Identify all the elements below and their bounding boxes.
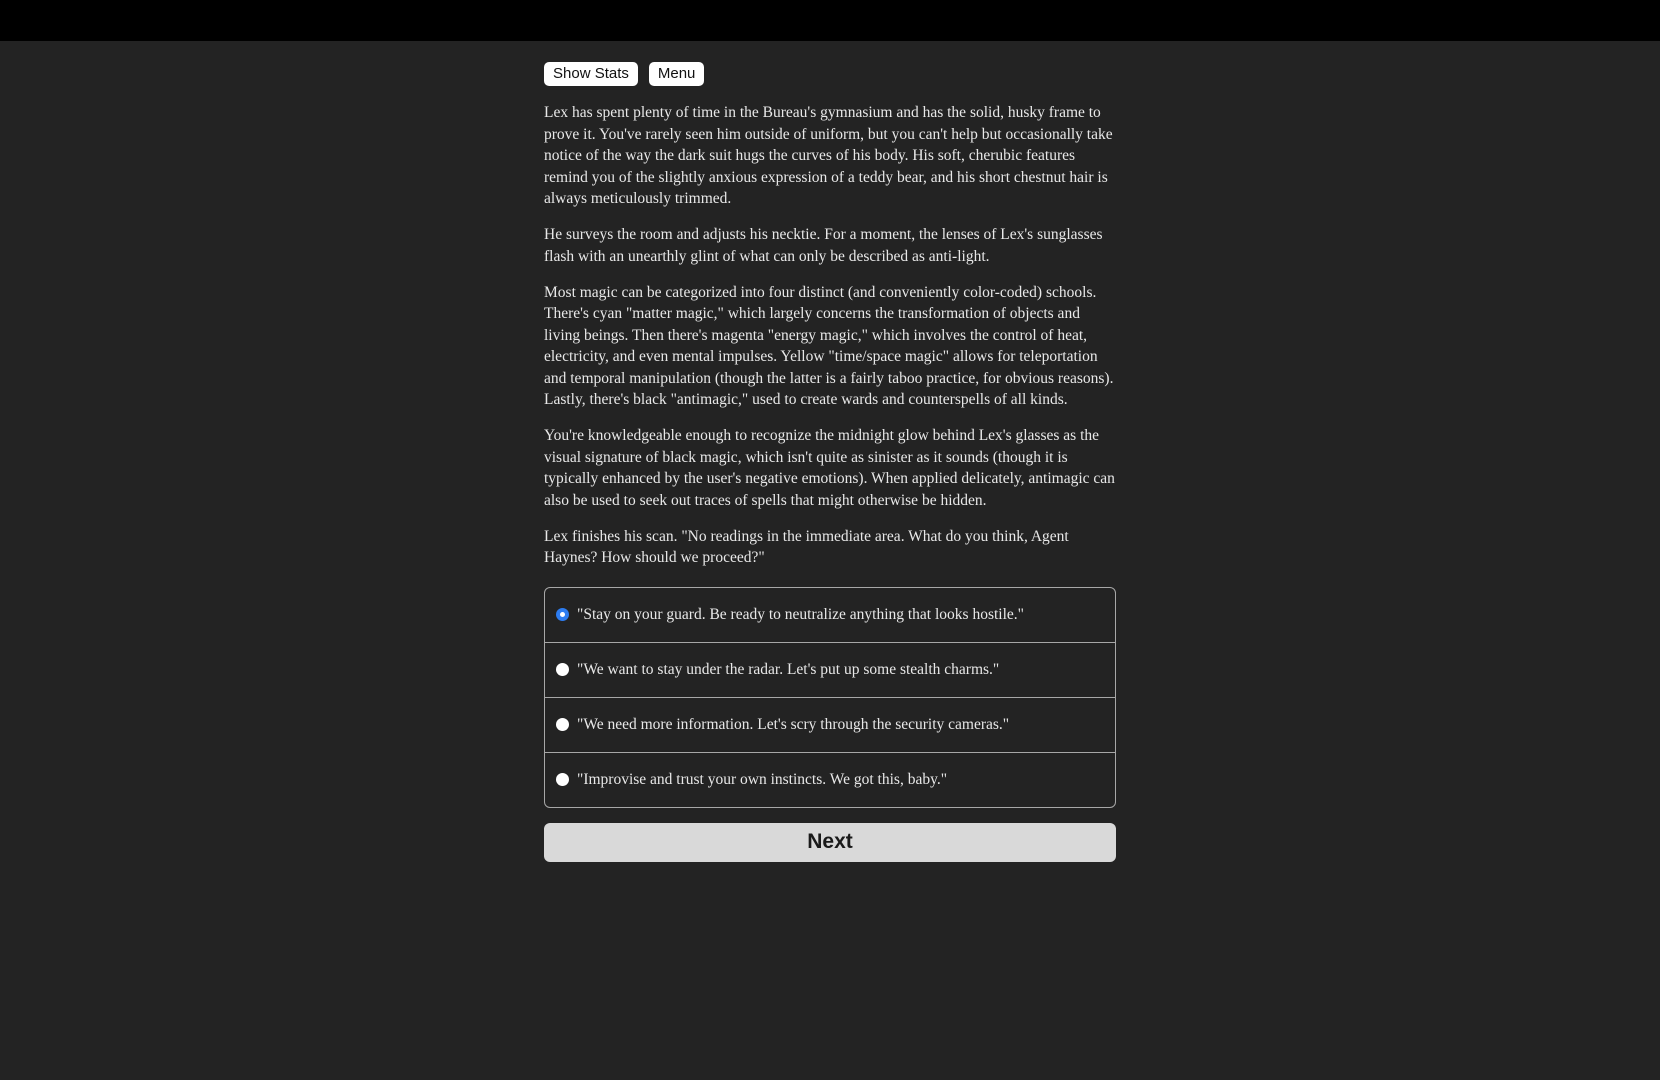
browser-top-bar (0, 0, 1660, 41)
choice-label: "Improvise and trust your own instincts. We got this, baby." (577, 770, 948, 788)
menu-button[interactable]: Menu (649, 62, 705, 86)
radio-button[interactable] (556, 663, 569, 676)
choice-list (544, 587, 1116, 808)
story-paragraph: Lex has spent plenty of time in the Bureau's gymnasium and has the solid, husky frame to prove it. You've rarely seen him outside of uniform, but you can't help but occasionally take notice of the way the dark suit hugs the curves of his body. His soft, cherubic features remind you of the slightly anxious expression of a teddy bear, and his short chestnut hair is always meticulously trimmed. (544, 104, 1113, 207)
next-button[interactable]: Next (544, 823, 1116, 862)
radio-button[interactable] (556, 773, 569, 786)
choice-option-1[interactable] (545, 588, 1115, 642)
show-stats-button[interactable]: Show Stats (544, 62, 638, 86)
choice-option-2[interactable] (545, 642, 1115, 697)
choice-option-4[interactable] (545, 752, 1115, 807)
story-paragraph: Lex finishes his scan. "No readings in the immediate area. What do you think, Agent Haynes? How should we proceed?" (544, 527, 1069, 566)
choice-label: "Stay on your guard. Be ready to neutralize anything that looks hostile." (577, 605, 1024, 623)
game-content (544, 62, 1116, 862)
radio-button[interactable] (556, 718, 569, 731)
story-paragraph: He surveys the room and adjusts his necktie. For a moment, the lenses of Lex's sunglasses flash with an unearthly glint of what can only be described as anti-light. (544, 226, 1103, 265)
choice-label: "We need more information. Let's scry through the security cameras." (577, 715, 1010, 733)
choice-option-3[interactable] (545, 697, 1115, 752)
story-paragraph: You're knowledgeable enough to recognize the midnight glow behind Lex's glasses as the visual signature of black magic, which isn't quite as sinister as it sounds (though it is typically enhanced by the user's negative emotions). When applied delicately, antimagic can also be used to seek out traces of spells that might otherwise be hidden. (544, 427, 1115, 509)
toolbar (544, 62, 1116, 86)
radio-button-selected[interactable] (556, 608, 569, 621)
choice-label: "We want to stay under the radar. Let's put up some stealth charms." (577, 660, 1000, 678)
story-paragraph: Most magic can be categorized into four distinct (and conveniently color-coded) schools. There's cyan "matter magic," which largely concerns the transformation of objects and living beings. Then there's magenta "energy magic," which involves the control of heat, electricity, and even mental impulses. Yellow "time/space magic" allows for teleportation and temporal manipulation (though the latter is a fairly taboo practice, for obvious reasons). Lastly, there's black "antimagic," used to create wards and counterspells of all kinds. (544, 283, 1114, 408)
story-text (544, 102, 1116, 569)
